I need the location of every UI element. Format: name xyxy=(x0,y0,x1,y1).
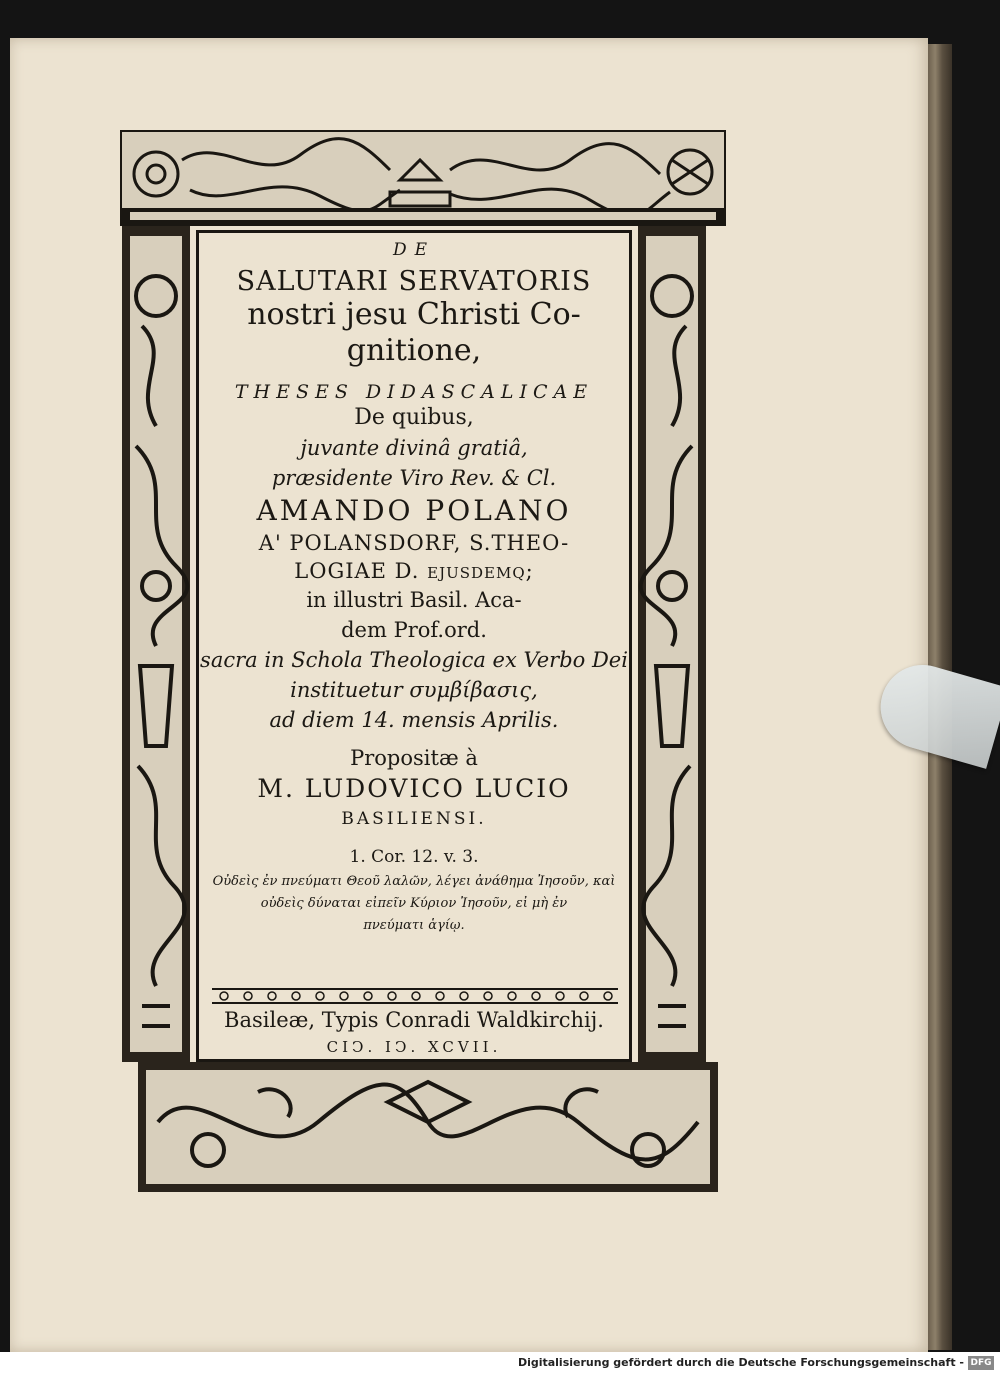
title-text-block xyxy=(196,236,632,937)
respondent-name: M. LUDOVICO LUCIO xyxy=(257,774,571,803)
right-woodcut-column xyxy=(638,226,706,1062)
left-woodcut-column xyxy=(122,226,190,1062)
bottom-woodcut-border xyxy=(138,1062,718,1192)
polansdorf-line: A' POLANSDORF, S.THEO- xyxy=(258,531,570,555)
greek-quote-line-2: οὐδεὶς δύναται εἰπεῖν Κύριον Ἰησοῦν, εἰ μὴ ἐν xyxy=(260,896,568,911)
date-line: ad diem 14. mensis Aprilis. xyxy=(269,708,559,732)
propositae-line: Propositæ à xyxy=(350,746,478,770)
greek-quote-line-3: πνεύματι ἁγίῳ. xyxy=(363,918,465,933)
imprint-place-printer: Basileæ, Typis Conradi Waldkirchij. xyxy=(224,1008,604,1032)
sacra-line: sacra in Schola Theologica ex Verbo Dei xyxy=(200,648,628,672)
imprint-year: CIↃ. IↃ. XCVII. xyxy=(326,1038,502,1056)
praesidente-line: præsidente Viro Rev. & Cl. xyxy=(271,466,557,490)
title-gnitione: gnitione, xyxy=(346,333,482,368)
instituetur-line: instituetur συμβίβασις, xyxy=(290,678,538,702)
title-de: DE xyxy=(392,240,436,260)
de-quibus: De quibus, xyxy=(354,405,474,430)
in-illustri-line: in illustri Basil. Aca- xyxy=(306,588,522,612)
scripture-reference: 1. Cor. 12. v. 3. xyxy=(349,847,479,867)
title-salutari: SALUTARI SERVATORIS xyxy=(236,266,592,297)
funding-credit: Digitalisierung gefördert durch die Deutsche Forschungsgemeinschaft - xyxy=(517,1356,964,1369)
theses-heading: THESES DIDASCALICAE xyxy=(234,381,594,403)
ornamental-rule xyxy=(212,988,618,1004)
basiliensi-line: BASILIENSI. xyxy=(341,809,487,829)
top-woodcut-border xyxy=(120,130,726,226)
title-nostri: nostri jesu Christi Co- xyxy=(247,297,581,332)
greek-quote-line-1: Οὐδεὶς ἐν πνεύματι Θεοῦ λαλῶν, λέγει ἀνάθημα Ἰησοῦν, καὶ xyxy=(212,874,616,889)
juvante-line: juvante divinâ gratiâ, xyxy=(300,436,528,460)
academ-line: dem Prof.ord. xyxy=(341,618,487,642)
imprint-block xyxy=(196,1004,632,1058)
presider-name: AMANDO POLANO xyxy=(256,494,572,527)
dfg-logo: DFG xyxy=(968,1356,994,1370)
logiae-line: LOGIAE D. ejusdemq; xyxy=(294,559,534,583)
